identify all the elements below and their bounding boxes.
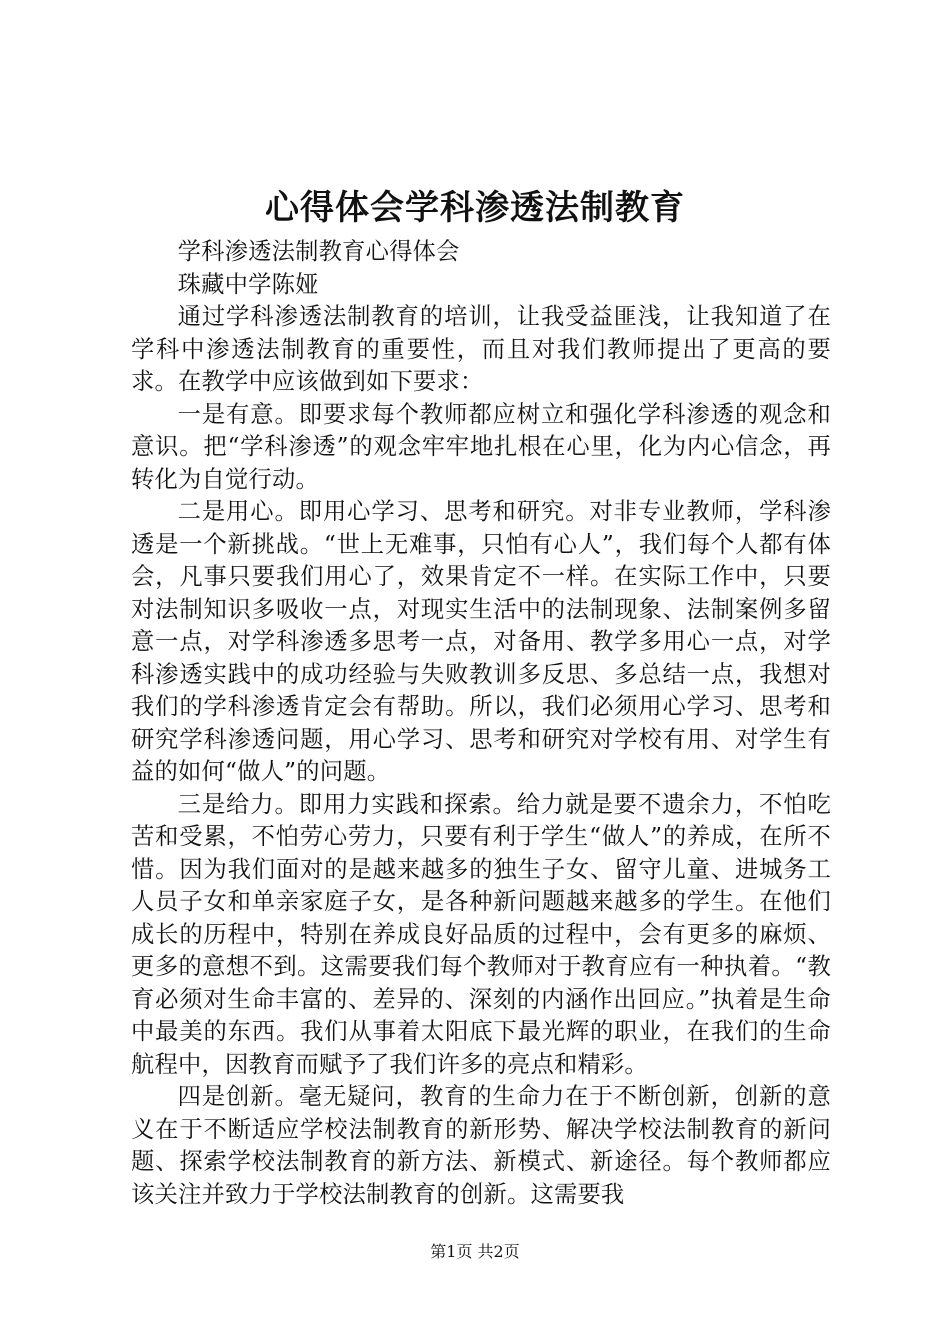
document-title: 心得体会学科渗透法制教育 <box>265 188 685 228</box>
paragraph-point-1: 一是有意。即要求每个教师都应树立和强化学科渗透的观念和意识。把“学科渗透”的观念牢牢地扎根在心里，化为内心信念，再转化为自觉行动。 <box>131 400 831 493</box>
paragraph-author: 珠藏中学陈娅 <box>177 270 319 298</box>
paragraph-intro: 通过学科渗透法制教育的培训，让我受益匪浅，让我知道了在学科中渗透法制教育的重要性，而且对我们教师提出了更高的要求。在教学中应该做到如下要求： <box>131 303 831 395</box>
paragraph-subtitle: 学科渗透法制教育心得体会 <box>177 238 460 265</box>
paragraph-point-2: 二是用心。即用心学习、思考和研究。对非专业教师，学科渗透是一个新挑战。“世上无难事，只怕有心人”，我们每个人都有体会，凡事只要我们用心了，效果肯定不一样。在实际工作中，只要对法制知识多吸收一点，对现实生活中的法制现象、法制案例多留意一点，对学科渗透多思考一点，对备用、教学多用心一点，对学科渗透实践中的成功经验与失败教训多反思、多总结一点，我想对我们的学科渗透肯定会有帮助。所以，我们必须用心学习、思考和研究学科渗透问题，用心学习、思考和研究对学校有用、对学生有益的如何“做人”的问题。 <box>131 498 831 785</box>
page-number: 第1页 共2页 <box>430 1242 520 1261</box>
document-body <box>131 236 831 1211</box>
paragraph-point-3: 三是给力。即用力实践和探索。给力就是要不遗余力，不怕吃苦和受累，不怕劳心劳力，只要有利于学生“做人”的养成，在所不惜。因为我们面对的是越来越多的独生子女、留守儿童、进城务工人员子女和单亲家庭子女，是各种新问题越来越多的学生。在他们成长的历程中，特别在养成良好品质的过程中，会有更多的麻烦、更多的意想不到。这需要我们每个教师对于教育应有一种执着。“教育必须对生命丰富的、差异的、深刻的内涵作出回应。”执着是生命中最美的东西。我们从事着太阳底下最光辉的职业，在我们的生命航程中，因教育而赋予了我们许多的亮点和精彩。 <box>131 790 831 1078</box>
paragraph-point-4: 四是创新。毫无疑问，教育的生命力在于不断创新，创新的意义在于不断适应学校法制教育的新形势、解决学校法制教育的新问题、探索学校法制教育的新方法、新模式、新途径。每个教师都应该关注并致力于学校法制教育的创新。这需要我 <box>131 1083 831 1208</box>
